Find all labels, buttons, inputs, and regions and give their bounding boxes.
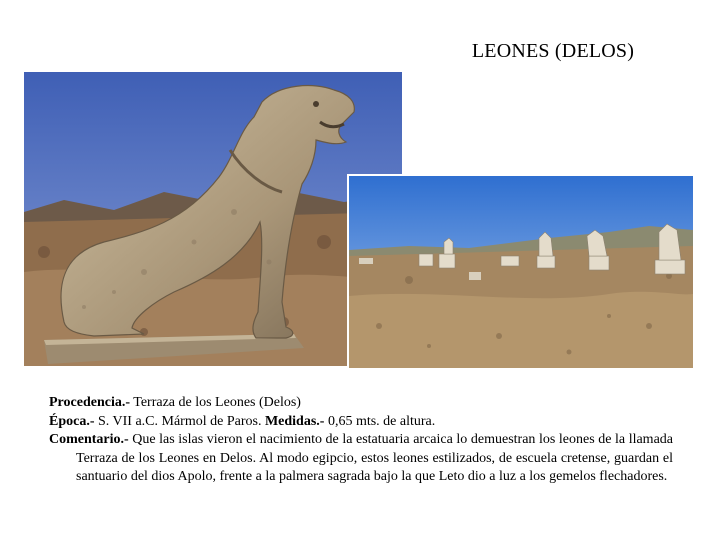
- procedencia-line: [49, 394, 673, 413]
- medidas-label: Medidas.-: [264, 413, 325, 429]
- procedencia-text: Terraza de los Leones (Delos): [130, 395, 301, 410]
- epoca-label: Época.-: [49, 413, 95, 429]
- epoca-line: [49, 413, 673, 432]
- procedencia-label: Procedencia.-: [49, 395, 130, 410]
- comentario-text: Que las islas vieron el nacimiento de la estatuaria arcaica lo demuestran los leones de la llamada Terraza de los Leones en Delos. Al modo egipcio, estos leones estilizados, de escuela cretense, guardan el santuario del dios Apolo, frente a la palmera sagrada bajo la que Leto dio a luz a los gemelos flechadores.: [76, 432, 673, 484]
- medidas-text: 0,65 mts. de altura.: [324, 413, 436, 429]
- terrace-of-lions-photo: [347, 174, 693, 368]
- page-title: LEONES (DELOS): [471, 40, 635, 62]
- caption-block: [49, 394, 673, 487]
- comentario-label: Comentario.-: [49, 432, 129, 447]
- marble-lion-photo: [24, 72, 402, 366]
- comentario-paragraph: [49, 431, 673, 487]
- epoca-text: S. VII a.C. Mármol de Paros.: [94, 413, 265, 429]
